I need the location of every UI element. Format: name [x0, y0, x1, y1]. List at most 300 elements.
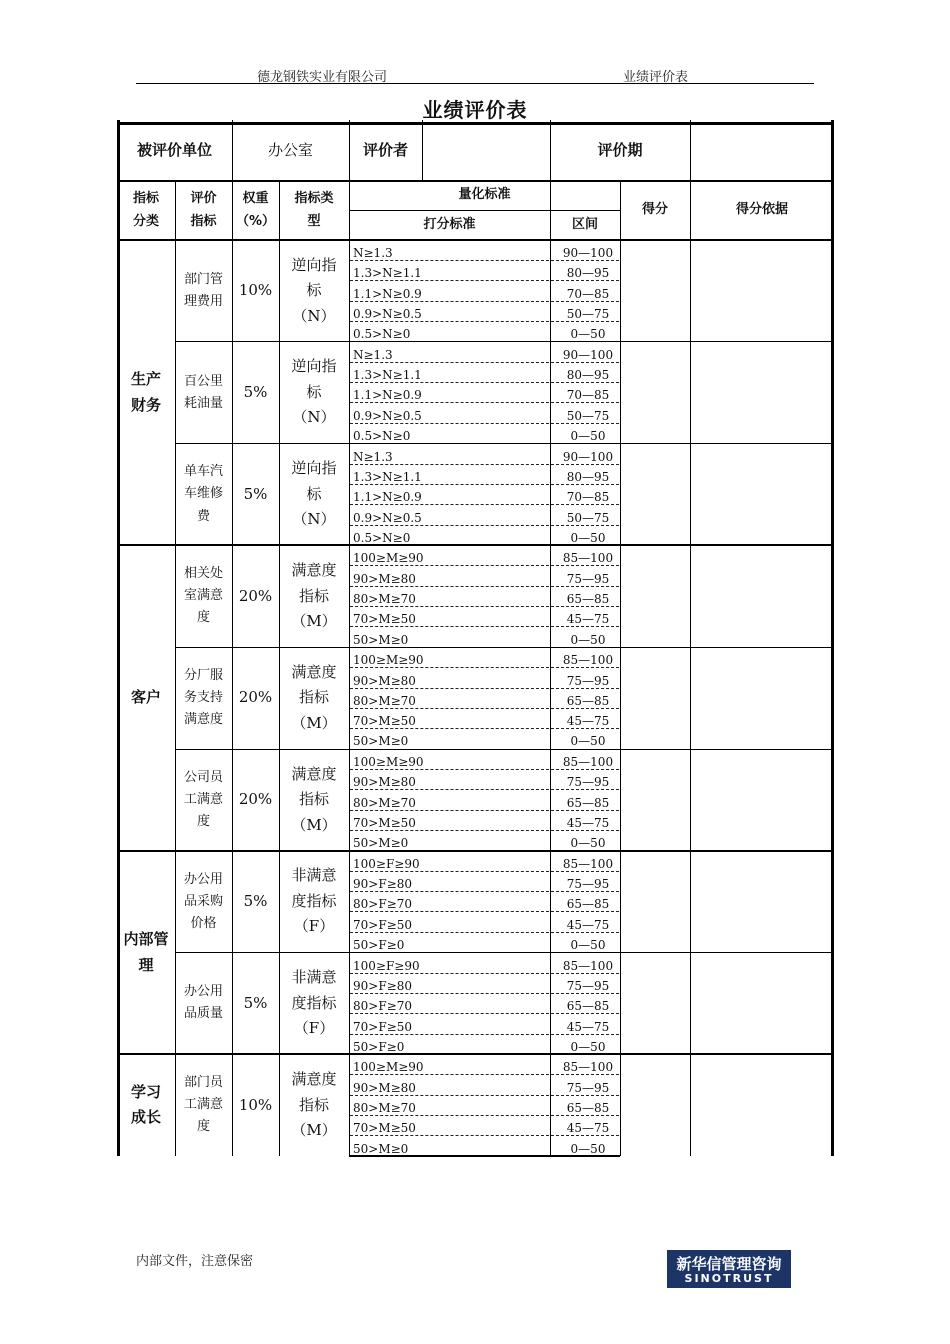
header-rule — [136, 83, 814, 84]
col-scoring — [349, 210, 550, 240]
score-2[interactable] — [620, 444, 690, 546]
criterion-rule — [350, 464, 549, 465]
range-8-1: 75—95 — [566, 1080, 610, 1095]
criterion-rule — [350, 830, 549, 831]
weight-3 — [232, 545, 279, 647]
col-category-line: 指标 — [132, 191, 159, 207]
info-divider — [349, 120, 350, 181]
criterion-rule — [350, 1115, 549, 1116]
type-1-line: 标 — [306, 382, 322, 401]
range-2-4: 0—50 — [570, 530, 606, 545]
type-7-line: 非满意 — [291, 968, 337, 987]
weight-6-line: 5% — [243, 891, 268, 910]
col-category-line: 分类 — [132, 213, 159, 229]
criterion-rule — [350, 504, 549, 505]
weight-8 — [232, 1054, 279, 1156]
indicator-5-line: 度 — [196, 813, 210, 829]
range-4-3: 45—75 — [566, 714, 610, 729]
range-1-2: 70—85 — [566, 388, 610, 403]
col-type-line: 指标类 — [294, 191, 334, 207]
range-0-0: 90—100 — [562, 246, 614, 260]
range-rule — [551, 382, 619, 383]
indicator-5-line: 公司员 — [183, 769, 223, 785]
indicator-3 — [175, 545, 232, 647]
type-4-line: 指标 — [298, 688, 329, 707]
category-0-line: 财务 — [130, 395, 161, 414]
criterion-7-0: 100≥F≥90 — [353, 958, 420, 973]
header-mid-line — [349, 210, 620, 211]
range-6-4: 0—50 — [570, 938, 606, 952]
range-rule — [551, 973, 619, 974]
criterion-rule — [350, 973, 549, 974]
range-rule — [551, 1034, 619, 1035]
criterion-6-0: 100≥F≥90 — [353, 856, 420, 871]
criterion-5-3: 70>M≥50 — [353, 815, 416, 830]
type-4-line: 满意度 — [291, 662, 337, 681]
range-rule — [551, 301, 619, 302]
weight-7-line: 5% — [243, 993, 268, 1012]
col-range — [550, 210, 620, 240]
criterion-rule — [350, 871, 549, 872]
col-quant — [349, 181, 620, 210]
criterion-rule — [350, 1135, 549, 1136]
range-rule — [551, 789, 619, 790]
type-0-line: 标 — [306, 281, 322, 300]
criterion-rule — [350, 402, 549, 403]
type-1-line: 逆向指 — [291, 357, 337, 376]
criterion-rule — [350, 484, 549, 485]
page-title: 业绩评价表 — [422, 98, 528, 122]
footer-note: 内部文件，注意保密 — [136, 1254, 254, 1269]
criterion-0-2: 1.1>N≥0.9 — [353, 286, 422, 301]
criterion-8-4: 50>M≥0 — [353, 1141, 409, 1156]
range-6-0: 85—100 — [562, 856, 614, 871]
range-rule — [551, 586, 619, 587]
indicator-6-line: 办公用 — [183, 871, 223, 887]
basis-5[interactable] — [690, 749, 834, 851]
range-2-1: 80—95 — [566, 469, 610, 484]
range-2-0: 90—100 — [562, 449, 614, 464]
range-rule — [551, 871, 619, 872]
category-2-line: 内部管 — [123, 930, 169, 949]
range-5-2: 65—85 — [566, 795, 610, 810]
indicator-3-line: 相关处 — [183, 566, 223, 582]
criterion-2-4: 0.5>N≥0 — [353, 530, 411, 545]
range-2-2: 70—85 — [566, 490, 610, 505]
range-rule — [551, 321, 619, 322]
criterion-8-2: 80>M≥70 — [353, 1101, 416, 1115]
range-7-4: 0—50 — [570, 1039, 606, 1054]
criterion-rule — [350, 565, 549, 566]
col-score-line: 得分 — [641, 202, 668, 218]
criterion-8-1: 90>M≥80 — [353, 1080, 416, 1095]
range-rule — [551, 688, 619, 689]
weight-1-line: 5% — [243, 382, 268, 401]
range-3-2: 65—85 — [566, 592, 610, 606]
range-rule — [551, 626, 619, 627]
type-5-line: 指标 — [298, 790, 329, 809]
basis-2[interactable] — [690, 444, 834, 546]
range-rule — [551, 606, 619, 607]
range-3-1: 75—95 — [566, 571, 610, 586]
criterion-rule — [350, 1034, 549, 1035]
criterion-rule — [350, 688, 549, 689]
type-3 — [279, 545, 349, 647]
criterion-0-3: 0.9>N≥0.5 — [353, 306, 422, 321]
criteria-bottom-border — [349, 1155, 620, 1157]
type-1 — [279, 342, 349, 444]
score-0[interactable] — [620, 240, 690, 342]
weight-5-line: 20% — [238, 790, 273, 809]
score-6[interactable] — [620, 851, 690, 953]
category-3-line: 成长 — [130, 1108, 161, 1127]
evaluation-table — [117, 120, 834, 1156]
range-6-1: 75—95 — [566, 877, 610, 892]
col-category — [117, 181, 175, 240]
criterion-rule — [350, 260, 549, 261]
criterion-1-0: N≥1.3 — [353, 347, 393, 362]
range-rule — [551, 525, 619, 526]
criterion-rule — [350, 626, 549, 627]
type-2-line: （N） — [292, 510, 336, 529]
col-score — [620, 181, 690, 240]
col-weight-line: （%） — [235, 213, 276, 229]
type-6-line: 度指标 — [291, 891, 337, 910]
indicator-0-line: 部门管 — [183, 271, 223, 287]
indicator-0 — [175, 240, 232, 342]
weight-3-line: 20% — [238, 586, 273, 605]
type-5 — [279, 749, 349, 851]
criterion-rule — [350, 586, 549, 587]
weight-2-line: 5% — [243, 484, 268, 503]
range-8-4: 0—50 — [570, 1141, 606, 1156]
criterion-3-4: 50>M≥0 — [353, 632, 409, 647]
type-0-line: 逆向指 — [291, 255, 337, 274]
info-divider — [690, 120, 691, 181]
criterion-6-4: 50>F≥0 — [353, 938, 405, 952]
col-scoring-line: 打分标准 — [423, 216, 476, 232]
indicator-8 — [175, 1054, 232, 1156]
type-3-line: （M） — [291, 612, 337, 631]
range-rule — [551, 1135, 619, 1136]
unit-label — [117, 120, 232, 181]
criterion-rule — [350, 362, 549, 363]
col-range-line: 区间 — [571, 216, 598, 232]
unit-value — [232, 120, 349, 181]
range-rule — [551, 810, 619, 811]
criterion-3-1: 90>M≥80 — [353, 571, 416, 586]
type-8-line: （M） — [291, 1121, 337, 1140]
range-7-3: 45—75 — [566, 1019, 610, 1034]
criterion-4-2: 80>M≥70 — [353, 693, 416, 708]
range-rule — [551, 504, 619, 505]
range-5-4: 0—50 — [570, 836, 606, 851]
criterion-rule — [350, 932, 549, 933]
criterion-8-3: 70>M≥50 — [353, 1121, 416, 1136]
score-4[interactable] — [620, 647, 690, 749]
criterion-0-4: 0.5>N≥0 — [353, 327, 411, 342]
range-rule — [551, 260, 619, 261]
weight-4 — [232, 647, 279, 749]
category-2 — [117, 851, 175, 1055]
criterion-3-0: 100≥M≥90 — [353, 551, 424, 566]
type-0 — [279, 240, 349, 342]
criterion-3-2: 80>M≥70 — [353, 592, 416, 606]
category-1 — [117, 545, 175, 850]
criterion-4-0: 100≥M≥90 — [353, 653, 424, 668]
range-4-1: 75—95 — [566, 673, 610, 688]
indicator-5-line: 工满意 — [183, 791, 223, 807]
range-rule — [551, 423, 619, 424]
category-1-line: 客户 — [130, 688, 161, 707]
criterion-5-2: 80>M≥70 — [353, 795, 416, 810]
range-5-3: 45—75 — [566, 815, 610, 830]
period-label — [550, 120, 690, 181]
range-4-2: 65—85 — [566, 693, 610, 708]
logo-cn-text: 新华信管理咨询 — [676, 1255, 782, 1273]
indicator-7-line: 办公用 — [183, 984, 223, 1000]
range-0-4: 0—50 — [570, 327, 606, 342]
criterion-rule — [350, 321, 549, 322]
category-0 — [117, 240, 175, 545]
basis-0[interactable] — [690, 240, 834, 342]
range-1-3: 50—75 — [566, 408, 610, 423]
basis-8[interactable] — [690, 1054, 834, 1156]
col-indicator — [175, 181, 232, 240]
score-7[interactable] — [620, 953, 690, 1055]
col-indicator-line: 评价 — [190, 191, 217, 207]
range-3-4: 0—50 — [570, 632, 606, 647]
score-8[interactable] — [620, 1054, 690, 1156]
indicator-1 — [175, 342, 232, 444]
col-indicator-line: 指标 — [190, 213, 217, 229]
col-quant-line: 量化标准 — [458, 187, 511, 203]
header-company: 德龙钢铁实业有限公司 — [257, 70, 388, 85]
col-type-line: 型 — [307, 213, 321, 229]
weight-7 — [232, 953, 279, 1055]
criterion-7-2: 80>F≥70 — [353, 999, 412, 1014]
info-divider — [550, 120, 551, 181]
score-1[interactable] — [620, 342, 690, 444]
criterion-5-4: 50>M≥0 — [353, 836, 409, 851]
type-7-line: （F） — [293, 1019, 335, 1038]
sinotrust-logo — [667, 1250, 791, 1288]
score-3[interactable] — [620, 545, 690, 647]
range-7-0: 85—100 — [562, 958, 614, 973]
criterion-rule — [350, 993, 549, 994]
criterion-2-2: 1.1>N≥0.9 — [353, 490, 422, 505]
range-8-2: 65—85 — [566, 1101, 610, 1115]
indicator-2-line: 车维修 — [183, 486, 223, 502]
range-rule — [551, 993, 619, 994]
criterion-8-0: 100≥M≥90 — [353, 1060, 424, 1075]
col-weight-line: 权重 — [242, 191, 269, 207]
range-5-0: 85—100 — [562, 755, 614, 769]
range-rule — [551, 280, 619, 281]
range-rule — [551, 1095, 619, 1096]
criterion-6-1: 90>F≥80 — [353, 877, 412, 892]
col-type — [279, 181, 349, 240]
criterion-2-3: 0.9>N≥0.5 — [353, 510, 422, 525]
criterion-rule — [350, 382, 549, 383]
indicator-6 — [175, 851, 232, 953]
criterion-rule — [350, 810, 549, 811]
col-basis-line: 得分依据 — [735, 202, 788, 218]
range-rule — [551, 911, 619, 912]
criterion-rule — [350, 891, 549, 892]
criterion-5-1: 90>M≥80 — [353, 775, 416, 790]
criterion-rule — [350, 911, 549, 912]
criterion-rule — [350, 606, 549, 607]
unit-value-line: 办公室 — [267, 140, 313, 159]
evaluator-field[interactable] — [422, 120, 550, 181]
type-4-line: （M） — [291, 713, 337, 732]
range-1-4: 0—50 — [570, 429, 606, 443]
indicator-6-line: 价格 — [190, 915, 217, 931]
criterion-rule — [350, 769, 549, 770]
criterion-rule — [350, 280, 549, 281]
type-0-line: （N） — [292, 306, 336, 325]
indicator-8-line: 度 — [196, 1119, 210, 1135]
indicator-2-line: 单车汽 — [183, 464, 223, 480]
range-rule — [551, 362, 619, 363]
range-rule — [551, 402, 619, 403]
weight-1 — [232, 342, 279, 444]
criterion-rule — [350, 301, 549, 302]
indicator-6-line: 品采购 — [183, 893, 223, 909]
indicator-3-line: 室满意 — [183, 588, 223, 604]
criterion-4-1: 90>M≥80 — [353, 673, 416, 688]
weight-6 — [232, 851, 279, 953]
type-4 — [279, 647, 349, 749]
weight-4-line: 20% — [238, 688, 273, 707]
range-rule — [551, 830, 619, 831]
range-7-2: 65—85 — [566, 999, 610, 1014]
criterion-1-4: 0.5>N≥0 — [353, 429, 411, 443]
range-3-0: 85—100 — [562, 551, 614, 566]
range-6-2: 65—85 — [566, 897, 610, 912]
type-5-line: 满意度 — [291, 764, 337, 783]
range-7-1: 75—95 — [566, 978, 610, 993]
criterion-1-2: 1.1>N≥0.9 — [353, 388, 422, 403]
indicator-1-line: 百公里 — [183, 373, 223, 389]
range-6-3: 45—75 — [566, 917, 610, 932]
type-3-line: 满意度 — [291, 561, 337, 580]
basis-3[interactable] — [690, 545, 834, 647]
range-rule — [551, 1074, 619, 1075]
range-0-1: 80—95 — [566, 266, 610, 281]
criterion-rule — [350, 1013, 549, 1014]
basis-4[interactable] — [690, 647, 834, 749]
indicator-2-line: 费 — [196, 508, 210, 524]
criterion-rule — [350, 525, 549, 526]
indicator-5 — [175, 749, 232, 851]
col-weight — [232, 181, 279, 240]
basis-6[interactable] — [690, 851, 834, 953]
criterion-rule — [350, 423, 549, 424]
weight-0 — [232, 240, 279, 342]
type-8 — [279, 1054, 349, 1156]
type-8-line: 指标 — [298, 1095, 329, 1114]
criterion-5-0: 100≥M≥90 — [353, 755, 424, 769]
criterion-rule — [350, 708, 549, 709]
range-0-3: 50—75 — [566, 306, 610, 321]
range-rule — [551, 769, 619, 770]
indicator-0-line: 理费用 — [183, 293, 223, 309]
period-label-line: 评价期 — [597, 140, 643, 159]
type-8-line: 满意度 — [291, 1070, 337, 1089]
range-8-3: 45—75 — [566, 1121, 610, 1136]
type-2-line: 逆向指 — [291, 459, 337, 478]
indicator-4-line: 满意度 — [183, 712, 223, 728]
range-1-1: 80—95 — [566, 368, 610, 383]
type-6-line: （F） — [293, 917, 335, 936]
range-rule — [551, 891, 619, 892]
criterion-rule — [350, 667, 549, 668]
column-divider — [550, 181, 551, 1156]
col-basis — [690, 181, 834, 240]
criterion-7-4: 50>F≥0 — [353, 1039, 405, 1054]
type-2-line: 标 — [306, 484, 322, 503]
indicator-3-line: 度 — [196, 610, 210, 626]
weight-0-line: 10% — [238, 281, 273, 300]
basis-1[interactable] — [690, 342, 834, 444]
range-rule — [551, 484, 619, 485]
indicator-4-line: 分厂服 — [183, 667, 223, 683]
criterion-1-1: 1.3>N≥1.1 — [353, 368, 422, 383]
range-rule — [551, 1115, 619, 1116]
unit-label-line: 被评价单位 — [136, 140, 212, 159]
score-5[interactable] — [620, 749, 690, 851]
range-rule — [551, 464, 619, 465]
logo-en-text: SINOTRUST — [684, 1272, 774, 1285]
indicator-4 — [175, 647, 232, 749]
evaluator-label-line: 评价者 — [362, 140, 408, 159]
range-rule — [551, 708, 619, 709]
criterion-rule — [350, 728, 549, 729]
range-5-1: 75—95 — [566, 775, 610, 790]
category-0-line: 生产 — [130, 370, 161, 389]
criterion-1-3: 0.9>N≥0.5 — [353, 408, 422, 423]
indicator-1-line: 耗油量 — [183, 395, 223, 411]
weight-5 — [232, 749, 279, 851]
range-8-0: 85—100 — [562, 1060, 614, 1075]
basis-7[interactable] — [690, 953, 834, 1055]
criterion-0-0: N≥1.3 — [353, 246, 393, 260]
category-3-line: 学习 — [130, 1082, 161, 1101]
criterion-7-3: 70>F≥50 — [353, 1019, 412, 1034]
range-rule — [551, 728, 619, 729]
info-divider — [232, 120, 233, 181]
indicator-7 — [175, 953, 232, 1055]
type-6 — [279, 851, 349, 953]
header-doc-name: 业绩评价表 — [623, 70, 689, 85]
info-divider — [422, 120, 423, 181]
range-2-3: 50—75 — [566, 510, 610, 525]
range-rule — [551, 1013, 619, 1014]
range-4-4: 0—50 — [570, 734, 606, 749]
range-rule — [551, 565, 619, 566]
category-2-line: 理 — [138, 955, 154, 974]
evaluator-label — [349, 120, 422, 181]
range-4-0: 85—100 — [562, 653, 614, 668]
criterion-6-2: 80>F≥70 — [353, 897, 412, 912]
period-field[interactable] — [690, 120, 834, 181]
indicator-4-line: 务支持 — [183, 690, 223, 706]
criterion-0-1: 1.3>N≥1.1 — [353, 266, 422, 281]
criterion-2-1: 1.3>N≥1.1 — [353, 469, 422, 484]
indicator-7-line: 品质量 — [183, 1006, 223, 1022]
